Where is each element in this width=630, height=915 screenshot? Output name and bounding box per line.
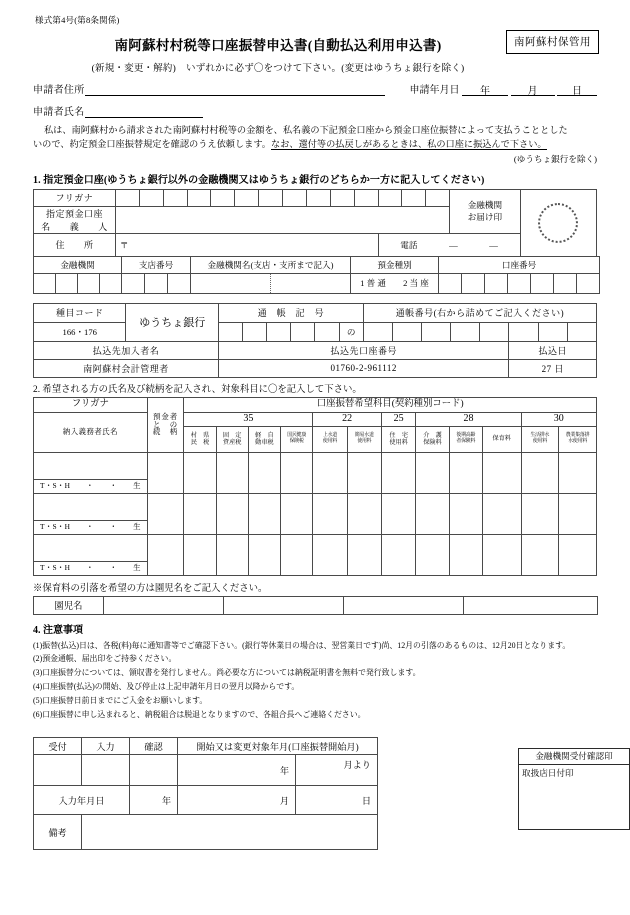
payment-date-value: 27 日 xyxy=(509,359,597,377)
relation-label: 預金者 と の 続 柄 xyxy=(147,397,184,452)
notice-item: (4)口座振替(払込)の開始、及び停止は上記申請年月日の翌月以降からです。 xyxy=(33,681,300,691)
subject-check-cell[interactable] xyxy=(281,534,313,575)
applicant-name-input[interactable] xyxy=(85,104,203,118)
subject-check-cell[interactable] xyxy=(248,493,280,534)
passbook-number-cell[interactable] xyxy=(538,322,567,341)
phone-dash-1: — xyxy=(449,239,458,250)
payee-name-value: 南阿蘇村会計管理者 xyxy=(34,359,219,377)
start-month-input[interactable]: 月より xyxy=(296,755,378,786)
applicant-address-input[interactable] xyxy=(85,82,385,96)
subject-check-cell[interactable] xyxy=(449,452,482,493)
payee-account-label: 払込先口座番号 xyxy=(218,341,508,359)
subject-check-cell[interactable] xyxy=(281,493,313,534)
furigana-label: フリガナ xyxy=(34,189,116,206)
furigana-cell[interactable] xyxy=(378,189,402,206)
account-number-cell[interactable] xyxy=(439,273,462,293)
furigana-row xyxy=(34,189,597,206)
branch-code-cell[interactable] xyxy=(145,273,168,293)
subject-check-cell[interactable] xyxy=(248,534,280,575)
phone-dash-2: — xyxy=(489,239,498,250)
application-month-input[interactable]: 月 xyxy=(511,82,555,96)
subject-col-fixed-asset-tax: 固 定 資産税 xyxy=(216,426,248,452)
bank-seal-label: 金融機関 お届け印 xyxy=(450,189,521,233)
notice-item: (5)口座振替日前日までにご入金をお願いします。 xyxy=(33,695,208,705)
child-name-input[interactable] xyxy=(464,596,598,614)
furigana-cell[interactable] xyxy=(235,189,259,206)
subject-col-nursing-insurance-fee: 介 護 保険料 xyxy=(416,426,449,452)
village-keep-box: 南阿蘇村保管用 xyxy=(506,30,599,54)
child-name-row xyxy=(34,596,598,614)
subject-check-cell[interactable] xyxy=(482,452,521,493)
furigana-cell[interactable] xyxy=(163,189,187,206)
payer-furigana-input[interactable] xyxy=(34,452,148,466)
designated-account-table xyxy=(33,189,597,257)
child-name-label: 園児名 xyxy=(34,596,104,614)
subject-check-cell[interactable] xyxy=(347,452,381,493)
subject-col-light-vehicle-tax: 軽 自 動車税 xyxy=(248,426,280,452)
agreement-line-2-plain: いので、約定預金口座振替規定を確認のうえ依頼します。 xyxy=(33,139,271,150)
payer-name-input[interactable] xyxy=(34,466,148,480)
payer-row-3-furigana xyxy=(34,534,597,548)
admin-area xyxy=(33,737,613,857)
subject-check-cell[interactable] xyxy=(313,534,347,575)
child-name-input[interactable] xyxy=(104,596,224,614)
subject-check-cell[interactable] xyxy=(521,493,559,534)
symbol-cell[interactable] xyxy=(267,322,291,341)
start-year-input[interactable]: 年 xyxy=(178,755,296,786)
office-use-table xyxy=(33,737,378,850)
subject-check-cell[interactable] xyxy=(216,452,248,493)
seal-circle-icon xyxy=(538,203,578,243)
payer-dob-input[interactable]: T・S・H ・ ・ 生 xyxy=(34,561,148,575)
symbol-particle: の xyxy=(339,322,363,341)
account-number-cell[interactable] xyxy=(531,273,554,293)
yucho-bank-table xyxy=(33,303,597,378)
transfer-subjects-table xyxy=(33,397,597,576)
bank-name-label: 金融機関名(支店・支所まで記入) xyxy=(191,256,351,273)
input-year-field[interactable]: 年 xyxy=(130,786,178,815)
branch-code-cell[interactable] xyxy=(168,273,191,293)
input-date-row xyxy=(34,786,378,815)
subject-check-cell[interactable] xyxy=(313,493,347,534)
furigana-cell[interactable] xyxy=(306,189,330,206)
bank-code-cell[interactable] xyxy=(78,273,100,293)
bank-name-input[interactable] xyxy=(191,273,271,293)
furigana-cell[interactable] xyxy=(402,189,426,206)
notice-item: (3)口座振替分については、領収書を発行しません。尚必要な方については納税証明書を無料で発行致します。 xyxy=(33,668,421,678)
payee-value-row xyxy=(34,359,597,377)
agreement-line-1: 私は、南阿蘇村から請求された南阿蘇村村税等の金額を、私名義の下記預金口座から預金口座位振替によって支払うこととした xyxy=(44,125,568,135)
child-name-input[interactable] xyxy=(344,596,464,614)
subject-check-cell[interactable] xyxy=(347,493,381,534)
subject-col-simple-water-supply-fee: 簡易水道 使用料 xyxy=(347,426,381,452)
symbol-cell[interactable] xyxy=(218,322,242,341)
account-number-cell[interactable] xyxy=(577,273,600,293)
remarks-label: 備考 xyxy=(34,815,82,850)
subject-check-cell[interactable] xyxy=(281,452,313,493)
payer-relation-input[interactable] xyxy=(147,452,184,493)
subject-check-cell[interactable] xyxy=(248,452,280,493)
address-label: 住 所 xyxy=(34,233,116,256)
bank-confirmation-stamp-header: 金融機関受付確認印 xyxy=(519,749,629,765)
passbook-number-cell[interactable] xyxy=(422,322,451,341)
subject-check-cell[interactable] xyxy=(313,452,347,493)
branch-date-stamp-area[interactable]: 取扱店日付印 xyxy=(522,768,574,779)
receipt-label: 受付 xyxy=(34,738,82,755)
subject-col-domestic-wastewater-fee: 生活排水 使用料 xyxy=(521,426,559,452)
payer-furigana-input[interactable] xyxy=(34,493,148,507)
payee-header-row xyxy=(34,341,597,359)
child-name-input[interactable] xyxy=(224,596,344,614)
passbook-number-cell[interactable] xyxy=(480,322,509,341)
confirm-label: 確認 xyxy=(130,738,178,755)
form-sheet xyxy=(33,14,613,857)
subject-check-cell[interactable] xyxy=(216,493,248,534)
branch-code-label: 支店番号 xyxy=(122,256,191,273)
contract-code-30: 30 xyxy=(521,412,596,426)
application-type-options[interactable]: (新規・変更・解約) xyxy=(91,64,176,74)
bank-code-cell[interactable] xyxy=(100,273,122,293)
input-label: 入力 xyxy=(82,738,130,755)
passbook-symbol-label: 通 帳 記 号 xyxy=(218,303,363,322)
notice-item: (6)口座振替に申し込まれると、納税組合は脱退となりますので、各組合長へご連絡ください。 xyxy=(33,709,366,719)
subject-col-childcare-fee: 保育料 xyxy=(482,426,521,452)
address-input[interactable]: 〒 xyxy=(115,233,378,256)
subject-check-cell[interactable] xyxy=(184,534,216,575)
subject-check-cell[interactable] xyxy=(559,452,597,493)
furigana-cell[interactable] xyxy=(187,189,211,206)
bank-code-cell[interactable] xyxy=(34,273,56,293)
payment-date-label: 払込日 xyxy=(509,341,597,359)
bank-detail-input-row xyxy=(34,273,600,293)
application-day-input[interactable]: 日 xyxy=(557,82,597,96)
branch-code-cell[interactable] xyxy=(122,273,145,293)
furigana-cell[interactable] xyxy=(139,189,163,206)
passbook-number-label: 通帳番号(右から詰めてご記入ください) xyxy=(363,303,596,322)
receipt-input[interactable] xyxy=(34,755,82,786)
bank-detail-table xyxy=(33,256,600,294)
remarks-row xyxy=(34,815,378,850)
subject-check-cell[interactable] xyxy=(347,534,381,575)
payer-dob-input[interactable]: T・S・H ・ ・ 生 xyxy=(34,520,148,534)
subject-check-cell[interactable] xyxy=(381,493,415,534)
account-holder-name-input[interactable] xyxy=(115,206,449,233)
phone-label: 電話 xyxy=(400,239,418,250)
agreement-right-note: (ゆうちょ銀行を除く) xyxy=(513,153,597,164)
subject-check-cell[interactable] xyxy=(559,534,597,575)
payer-row-1-furigana xyxy=(34,452,597,466)
subject-col-village-prefecture-tax: 村 県 民 税 xyxy=(184,426,216,452)
payer-furigana-input[interactable] xyxy=(34,534,148,548)
account-number-cell[interactable] xyxy=(508,273,531,293)
subject-group-header: 口座振替希望科目(契約種別コード) xyxy=(184,397,597,412)
passbook-number-cell[interactable] xyxy=(567,322,596,341)
applicant-name-label: 申請者氏名 xyxy=(33,107,85,118)
account-number-label: 口座番号 xyxy=(439,256,600,273)
childcare-note: ※保育料の引落を希望の方は園児名をご記入ください。 xyxy=(33,583,268,594)
title-row xyxy=(33,34,597,56)
subject-col-national-health-insurance-tax: 国民健康 保険税 xyxy=(281,426,313,452)
child-name-table xyxy=(33,596,598,615)
contract-code-22: 22 xyxy=(313,412,382,426)
phone-field[interactable] xyxy=(378,233,520,256)
bank-code-cell[interactable] xyxy=(56,273,78,293)
subject-check-cell[interactable] xyxy=(184,493,216,534)
subject-check-cell[interactable] xyxy=(416,452,449,493)
yucho-input-row xyxy=(34,322,597,341)
account-number-cell[interactable] xyxy=(485,273,508,293)
subject-check-cell[interactable] xyxy=(521,534,559,575)
type-code-value: 166・176 xyxy=(34,322,126,341)
subject-col-housing-fee: 住 宅 使用料 xyxy=(381,426,415,452)
subject-col-late-stage-elderly-insurance-fee: 後期高齢 者保険料 xyxy=(449,426,482,452)
notices-heading: 4. 注意事項 xyxy=(33,624,83,636)
branch-name-input[interactable] xyxy=(271,273,351,293)
confirm-input[interactable] xyxy=(130,755,178,786)
furigana-cell[interactable] xyxy=(354,189,378,206)
notices-list xyxy=(33,639,597,722)
bank-code-label: 金融機関 xyxy=(34,256,122,273)
type-code-label: 種目コード xyxy=(34,303,126,322)
symbol-cell[interactable] xyxy=(291,322,315,341)
subject-check-cell[interactable] xyxy=(416,534,449,575)
account-number-cell[interactable] xyxy=(554,273,577,293)
subject-check-cell[interactable] xyxy=(381,534,415,575)
page-title: 南阿蘇村村税等口座振替申込書(自動払込利用申込書) xyxy=(114,38,442,53)
payer-name-label: 納入義務者氏名 xyxy=(34,412,148,452)
subject-check-cell[interactable] xyxy=(559,493,597,534)
furigana-cell[interactable] xyxy=(211,189,235,206)
account-holder-label: 指定預金口座 名 義 人 xyxy=(34,206,116,233)
bank-confirmation-stamp-box xyxy=(518,748,630,830)
deposit-type-label: 預金種別 xyxy=(351,256,439,273)
bank-seal-area[interactable] xyxy=(520,189,596,256)
office-input-row xyxy=(34,755,378,786)
contract-code-25: 25 xyxy=(381,412,415,426)
passbook-number-cell[interactable] xyxy=(392,322,421,341)
deposit-type-options[interactable]: 1 普 通 2 当 座 xyxy=(351,273,439,293)
subjects-header-row-2 xyxy=(34,412,597,426)
section2-heading: 2. 希望される方の氏名及び続柄を記入され、対象科目に〇を記入して下さい。 xyxy=(33,384,362,395)
payer-row-2-furigana xyxy=(34,493,597,507)
input-day-field[interactable]: 日 xyxy=(296,786,378,815)
applicant-name-row xyxy=(33,103,597,117)
form-number: 様式第4号(第8条関係) xyxy=(35,15,120,25)
input-stamp-input[interactable] xyxy=(82,755,130,786)
payer-name-input[interactable] xyxy=(34,548,148,562)
subjects-header-row-1 xyxy=(34,397,597,412)
subject-check-cell[interactable] xyxy=(216,534,248,575)
notice-item: (2)預金通帳、届出印をご持参ください。 xyxy=(33,654,177,664)
agreement-text xyxy=(33,123,597,152)
furigana-cell[interactable] xyxy=(426,189,450,206)
yucho-header-row xyxy=(34,303,597,322)
subject-check-cell[interactable] xyxy=(381,452,415,493)
subtitle-row xyxy=(33,60,597,74)
application-date-label: 申請年月日 xyxy=(409,85,460,96)
payer-name-input[interactable] xyxy=(34,507,148,521)
account-number-cell[interactable] xyxy=(462,273,485,293)
furigana-cell[interactable] xyxy=(283,189,307,206)
subject-check-cell[interactable] xyxy=(482,534,521,575)
application-date-group xyxy=(410,81,598,96)
bank-detail-header-row xyxy=(34,256,600,273)
applicant-address-row xyxy=(33,81,597,96)
subject-check-cell[interactable] xyxy=(521,452,559,493)
furigana-cell[interactable] xyxy=(259,189,283,206)
agreement-line-2-underlined: なお、還付等の払戻しがあるときは、私の口座に振込んで下さい。 xyxy=(270,139,547,150)
furigana-label-sec2: フリガナ xyxy=(34,397,148,412)
subject-check-cell[interactable] xyxy=(416,493,449,534)
subject-col-water-supply-fee: 上水道 使用料 xyxy=(313,426,347,452)
symbol-cell[interactable] xyxy=(243,322,267,341)
applicant-address-label: 申請者住所 xyxy=(33,85,85,96)
application-type-note: いずれかに必ず〇をつけて下さい。(変更はゆうちょ銀行を除く) xyxy=(186,64,465,74)
office-header-row xyxy=(34,738,378,755)
application-year-input[interactable]: 年 xyxy=(462,82,508,96)
symbol-cell[interactable] xyxy=(315,322,339,341)
subject-col-agricultural-sewerage-fee: 農業集落排 水使用料 xyxy=(559,426,597,452)
start-month-label: 開始又は変更対象年月(口座振替開始月) xyxy=(178,738,378,755)
passbook-number-cell[interactable] xyxy=(509,322,538,341)
subject-check-cell[interactable] xyxy=(449,534,482,575)
section1-heading: 1. 指定預金口座(ゆうちょ銀行以外の金融機関又はゆうちょ銀行のどちらか一方に記入してください) xyxy=(33,174,485,186)
remarks-input[interactable] xyxy=(82,815,378,850)
contract-code-35: 35 xyxy=(184,412,313,426)
payee-account-value: 01760-2-961112 xyxy=(218,359,508,377)
payer-dob-input[interactable]: T・S・H ・ ・ 生 xyxy=(34,479,148,493)
furigana-cell[interactable] xyxy=(330,189,354,206)
subject-check-cell[interactable] xyxy=(184,452,216,493)
payee-name-label: 払込先加入者名 xyxy=(34,341,219,359)
contract-code-28: 28 xyxy=(416,412,521,426)
payer-relation-input[interactable] xyxy=(147,493,184,534)
yucho-bank-name: ゆうちょ銀行 xyxy=(126,303,218,341)
passbook-number-cell[interactable] xyxy=(451,322,480,341)
furigana-cell[interactable] xyxy=(115,189,139,206)
address-row xyxy=(34,233,597,256)
subject-check-cell[interactable] xyxy=(482,493,521,534)
input-date-label: 入力年月日 xyxy=(34,786,130,815)
passbook-number-cell[interactable] xyxy=(363,322,392,341)
notice-item: (1)振替(払込)日は、各税(料)毎に通知書等でご確認下さい。(銀行等休業日の場合は、翌営業日です)尚、12月の引落のあるものは、12月20日となります。 xyxy=(33,640,571,650)
input-month-field[interactable]: 月 xyxy=(178,786,296,815)
payer-relation-input[interactable] xyxy=(147,534,184,575)
subject-check-cell[interactable] xyxy=(449,493,482,534)
